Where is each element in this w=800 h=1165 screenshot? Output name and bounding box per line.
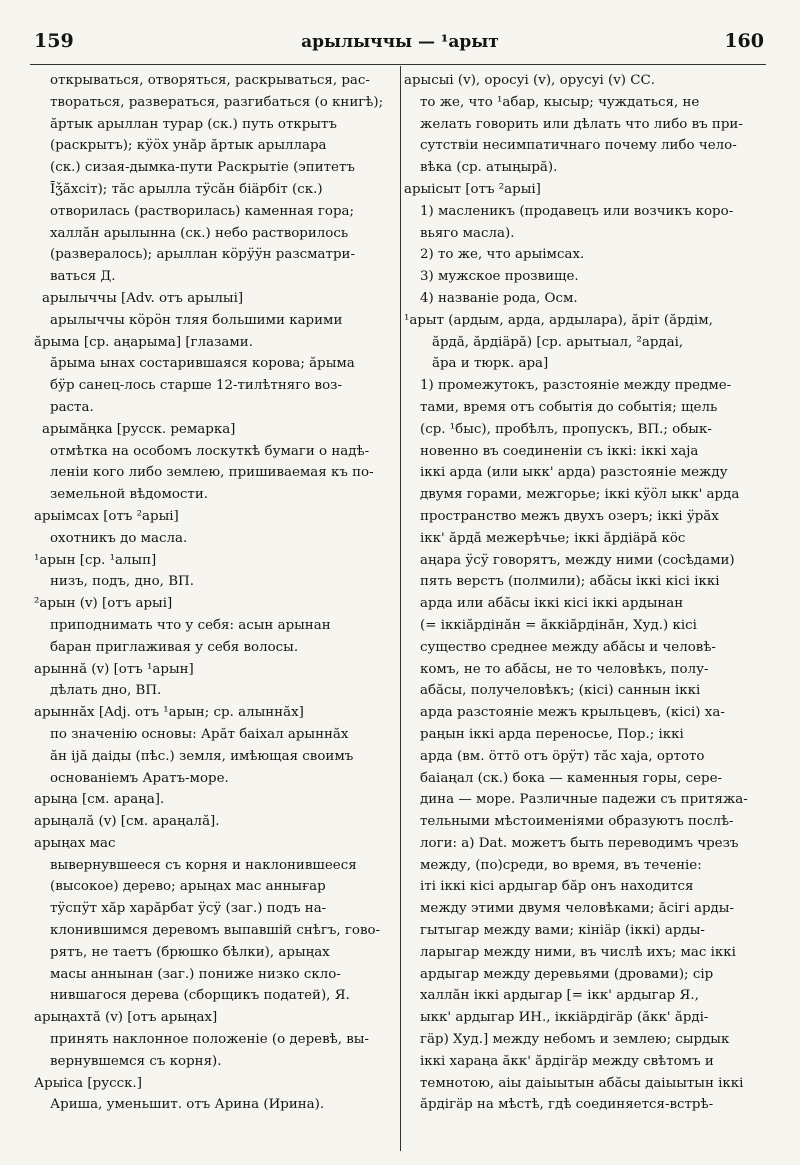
dictionary-line: 2) то же, что арыімсах. <box>420 247 585 263</box>
dictionary-line: по значенію основы: Арăт баіхал арыннăх <box>50 726 349 742</box>
dictionary-line: (ср. ¹быс), пробѣлъ, пропускъ, ВП.; обык- <box>420 421 712 437</box>
dictionary-line: пять верстъ (полмили); абăсы іккі кісі іккі <box>420 574 720 590</box>
dictionary-line: нившагося дерева (сборщикъ податей), Я. <box>50 988 350 1004</box>
dictionary-line: баран приглаживая у себя волосы. <box>50 639 299 655</box>
dictionary-line: вьяго масла). <box>420 225 515 241</box>
dictionary-line: Ариша, уменьшит. отъ Арина (Ирина). <box>50 1097 325 1113</box>
dictionary-line: арда (вм. öттö отъ öрӱт) тăс хаја, ортото <box>420 748 705 764</box>
dictionary-line: арда или абăсы іккі кісі іккі ардынан <box>420 596 684 612</box>
dictionary-line: арылыччы кӧрӧн тляя большими карими <box>50 312 343 328</box>
dictionary-line: гытыгар между вами; кініäр (іккі) арды- <box>420 923 705 939</box>
dictionary-line: сутствіи несимпатичнаго почему либо чело- <box>420 138 737 154</box>
dictionary-line: арыннă (v) [отъ ¹арын] <box>34 661 194 677</box>
dictionary-line: ăртык арыллан турар (ск.) путь открытъ <box>50 116 337 132</box>
dictionary-line: бӱр санец-лось старше 12-тилѣтняго воз- <box>50 378 342 394</box>
dictionary-line: халлăн іккі ардыгар [= ікк' ардыгар Я., <box>420 988 699 1004</box>
dictionary-line: то же, что ¹абар, кысыр; чуждаться, не <box>420 94 700 110</box>
dictionary-line: ăрыма ынах состарившаяся корова; ăрыма <box>50 356 355 372</box>
left-column <box>34 70 394 1116</box>
dictionary-line: низъ, подъ, дно, ВП. <box>50 574 194 590</box>
dictionary-line: комъ, не то абăсы, не то человѣкъ, полу- <box>420 661 709 677</box>
dictionary-line: между этими двумя человѣками; ăсігі арды- <box>420 901 734 917</box>
dictionary-line: арда разстояніе межъ крыльцевъ, (кісі) ха- <box>420 705 725 721</box>
dictionary-line: ваться Д. <box>50 269 116 285</box>
dictionary-line: раста. <box>50 399 94 415</box>
dictionary-line: Īǯăхсіт); тăс арылла тӱсăн біäрбіт (ск.) <box>50 181 323 197</box>
dictionary-line: (ск.) сизая-дымка-пути Раскрытіе (эпитетъ <box>50 160 355 176</box>
dictionary-line: земельной вѣдомости. <box>50 487 209 503</box>
dictionary-line: ¹арын [ср. ¹алып] <box>34 552 157 568</box>
dictionary-line: основаніемъ Аратъ-море. <box>50 770 229 786</box>
dictionary-line: іккі арда (или ыкк' арда) разстояніе между <box>420 465 728 481</box>
dictionary-line: существо среднее между абăсы и человѣ- <box>420 639 716 655</box>
dictionary-line: ²арын (v) [отъ арыі] <box>34 596 173 612</box>
dictionary-line: логи: а) Dat. можетъ быть переводимъ чрезъ <box>420 835 739 851</box>
dictionary-line: халлăн арылынна (ск.) небо растворилось <box>50 225 349 241</box>
dictionary-line: леніи кого либо землею, пришиваемая къ по- <box>50 465 374 481</box>
dictionary-line: тами, время отъ событія до событія; щель <box>420 399 718 415</box>
dictionary-line: арыңахтă (v) [отъ арыңах] <box>34 1010 218 1026</box>
dictionary-line: ăрдă, ăрдіäрă) [ср. арытыал, ²ардаі, <box>432 334 684 350</box>
dictionary-line: открываться, отворяться, раскрываться, рас- <box>50 73 370 88</box>
dictionary-line: (развералось); арыллан кӧрӱӱн разсматри- <box>50 247 355 263</box>
dictionary-line: 1) масленикъ (продавецъ или возчикъ коро- <box>420 203 734 219</box>
dictionary-line: ларыгар между ними, въ числѣ ихъ; мас іккі <box>420 944 736 960</box>
dictionary-line: ыкк' ардыгар ИН., іккіäрдігäр (ăкк' ăрді- <box>420 1010 709 1026</box>
dictionary-line: 1) промежутокъ, разстояніе между предме- <box>420 378 732 394</box>
dictionary-line: арыңа [см. араңа]. <box>34 792 165 808</box>
dictionary-line: арылыччы [Adv. отъ арылыі] <box>42 290 244 306</box>
dictionary-line: ăн іјă даіды (пѣс.) земля, имѣющая своимъ <box>50 748 354 764</box>
dictionary-line: между, (по)среди, во время, въ теченіе: <box>420 857 702 873</box>
dictionary-line: ¹арыт (ардым, арда, ардылара), ăріт (ăрдім, <box>404 312 713 328</box>
dictionary-line: абăсы, получеловѣкъ; (кісі) саннын іккі <box>420 683 701 699</box>
dictionary-line: арыімсах [отъ ²арыі] <box>34 508 179 524</box>
dictionary-line: гäр) Худ.] между небомъ и землею; сырдык <box>420 1032 730 1048</box>
dictionary-line: масы аннынан (заг.) пониже низко скло- <box>50 966 341 982</box>
dictionary-line: (высокое) дерево; арыңах мас аннығар <box>50 879 326 895</box>
dictionary-line: отмѣтка на особомъ лоскуткѣ бумаги о надѣ- <box>50 443 370 459</box>
dictionary-line: арысыі (v), оросуі (v), орусуі (v) СС. <box>404 73 656 88</box>
running-head: арылыччы — ¹арыт <box>301 32 499 52</box>
dictionary-line: арыннăх [Adj. отъ ¹арын; ср. алыннăх] <box>34 705 304 721</box>
dictionary-line: 3) мужское прозвище. <box>420 269 579 285</box>
dictionary-line: желать говорить или дѣлать что либо въ при- <box>420 116 743 132</box>
dictionary-line: арыісыт [отъ ²арыі] <box>404 181 541 197</box>
dictionary-line: 4) названіе рода, Осм. <box>420 290 578 306</box>
dictionary-line: ăра и тюрк. ара] <box>432 356 549 372</box>
dictionary-line: тельными мѣстоименіями образуютъ послѣ- <box>420 814 734 830</box>
dictionary-line: ікк' ăрдă межерѣчье; іккі ăрдіäрă кöс <box>420 530 686 546</box>
right-column <box>404 70 768 1116</box>
dictionary-line: принять наклонное положеніе (о деревѣ, вы- <box>50 1032 369 1048</box>
dictionary-line: твораться, развераться, разгибаться (о книгѣ); <box>50 94 384 110</box>
dictionary-line: приподнимать что у себя: асын арынан <box>50 617 331 633</box>
dictionary-line: ăрыма [ср. аңарыма] [глазами. <box>34 334 253 350</box>
dictionary-line: баіаңал (ск.) бока — каменныя горы, сере- <box>420 770 723 786</box>
dictionary-line: охотникъ до масла. <box>50 530 188 546</box>
page-number-left: 159 <box>34 30 74 52</box>
dictionary-line: темнотою, аіы даіыытын абăсы даіыытын іккі <box>420 1075 744 1091</box>
dictionary-line: ăрдігäр на мѣстѣ, гдѣ соединяется-встрѣ- <box>420 1097 714 1113</box>
dictionary-line: раңын іккі арда переносье, Пор.; іккі <box>420 726 684 742</box>
column-divider <box>400 66 401 1151</box>
dictionary-line: клонившимся деревомъ выпавшій снѣгъ, гово- <box>50 923 381 939</box>
dictionary-line: двумя горами, межгорье; іккі кӱӧл ыкк' арда <box>420 487 740 503</box>
dictionary-line: аңара ӱсӱ говорятъ, между ними (сосѣдами) <box>420 552 735 568</box>
dictionary-line: дина — море. Различные падежи съ притяжа- <box>420 792 748 808</box>
dictionary-line: отворилась (растворилась) каменная гора; <box>50 203 355 219</box>
dictionary-line: ардыгар между деревьями (дровами); сір <box>420 966 714 982</box>
dictionary-line: Арыіса [русск.] <box>34 1075 142 1091</box>
dictionary-line: рятъ, не таетъ (брюшко бѣлки), арыңах <box>50 944 330 960</box>
dictionary-line: вернувшемся съ корня). <box>50 1053 222 1069</box>
dictionary-line: арыңах мас <box>34 835 116 851</box>
dictionary-line: (раскрытъ); кӱӧх унăр ăртык арыллара <box>50 138 327 154</box>
page-number-right: 160 <box>724 30 764 52</box>
dictionary-line: іті іккі кісі ардыгар бăр онъ находится <box>420 879 694 895</box>
dictionary-line: арымăңка [русск. ремарка] <box>42 421 236 437</box>
dictionary-line: тӱспӱт хăр харăрбат ӱсӱ (заг.) подъ на- <box>50 901 327 917</box>
dictionary-line: вывернувшееся съ корня и наклонившееся <box>50 857 357 873</box>
dictionary-line: новенно въ соединеніи съ іккі: іккі хаја <box>420 443 699 459</box>
header-rule <box>30 64 766 65</box>
dictionary-line: пространство межъ двухъ озеръ; іккі ӱрăх <box>420 508 719 524</box>
dictionary-line: іккі хараңа ăкк' ăрдігäр между свѣтомъ и <box>420 1053 714 1069</box>
dictionary-line: арыңалă (v) [см. араңалă]. <box>34 814 220 830</box>
dictionary-line: дѣлать дно, ВП. <box>50 683 162 699</box>
dictionary-line: (= іккіăрдінăн = ăккіăрдінăн, Худ.) кісі <box>420 617 697 633</box>
dictionary-line: вѣка (ср. атыңырă). <box>420 160 558 176</box>
